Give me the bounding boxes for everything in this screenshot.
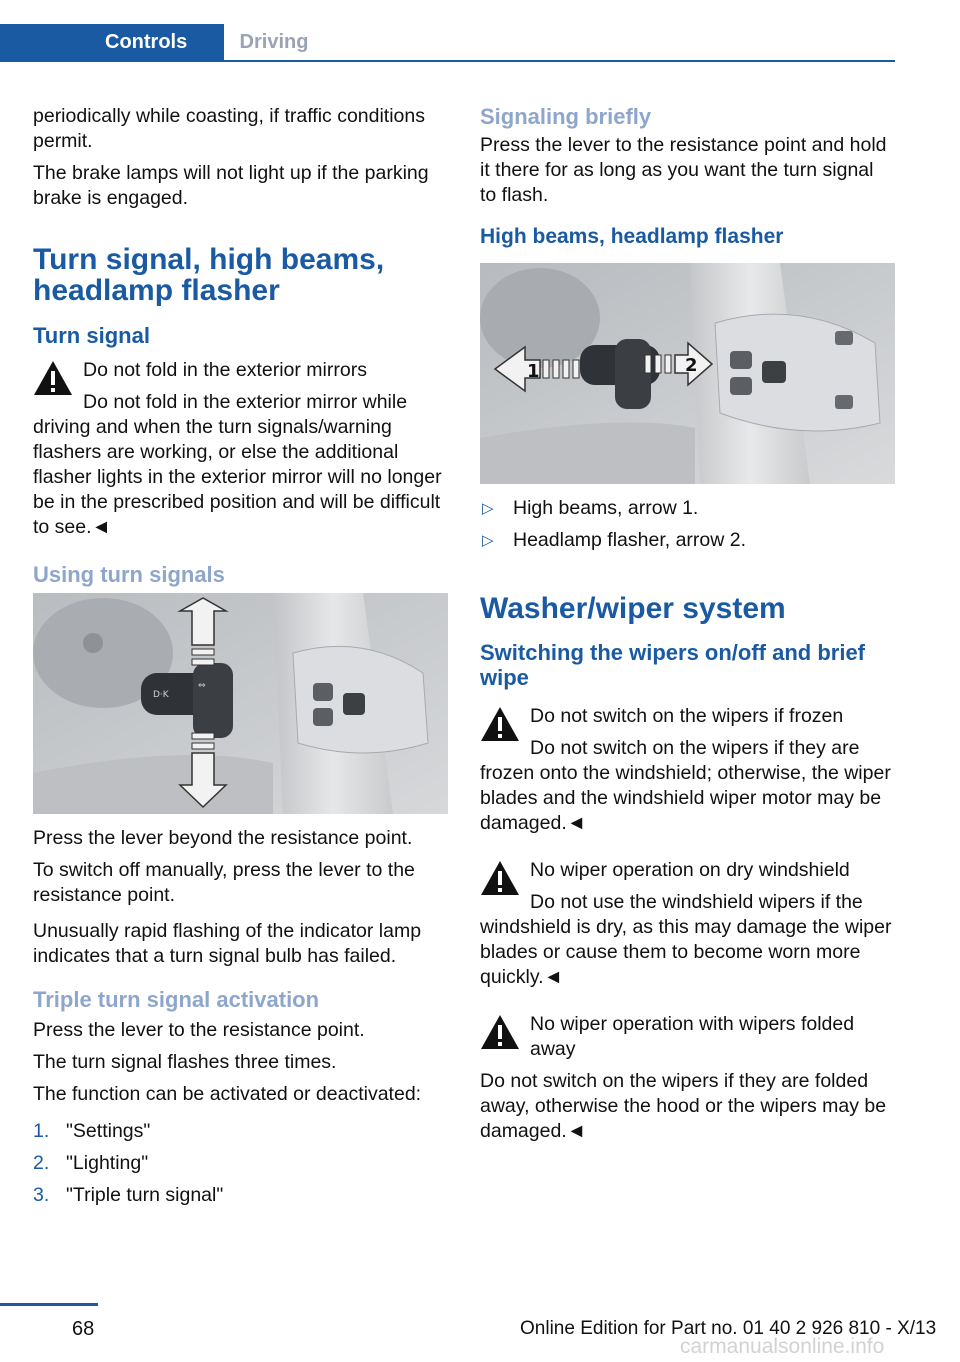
heading-signaling-briefly: Signaling briefly <box>480 104 652 129</box>
footer-rule <box>0 1303 98 1306</box>
tab-driving[interactable]: Driving <box>239 31 309 53</box>
heading-triple-turn-signal: Triple turn signal activation <box>33 987 320 1012</box>
heading-turn-signal: Turn signal <box>33 323 150 348</box>
warning-dry-title: No wiper operation on dry windshield <box>530 859 850 881</box>
warning-dry <box>480 858 895 990</box>
list-item: 3. "Triple turn signal" <box>33 1184 224 1206</box>
list-item: ▷ High beams, arrow 1. <box>482 497 699 519</box>
tab-controls[interactable]: Controls <box>0 24 224 60</box>
triple-paragraph-1: Press the lever to the resistance point. <box>33 1019 365 1041</box>
triple-paragraph-2: The turn signal flashes three times. <box>33 1051 337 1073</box>
heading-high-beams: High beams, headlamp flasher <box>480 225 784 248</box>
heading-switching-wipers: Switching the wipers on/off and brief wipe <box>480 640 866 690</box>
warning-triangle-icon <box>33 360 73 396</box>
svg-text:D·K: D·K <box>153 690 169 700</box>
list-item: 2. "Lighting" <box>33 1152 149 1174</box>
warning-triangle-icon <box>480 1014 520 1050</box>
using-paragraph-1: Press the lever beyond the resistance point. <box>33 827 413 849</box>
list-item: ▷ Headlamp flasher, arrow 2. <box>482 529 747 551</box>
intro-paragraph-2: The brake lamps will not light up if the parking brake is engaged. <box>33 162 429 209</box>
section-title-washer: Washer/wiper system <box>480 592 786 625</box>
right-column <box>480 104 895 1166</box>
arrow-1-label: 1 <box>527 361 540 382</box>
triple-paragraph-3: The function can be activated or deactivated: <box>33 1083 422 1105</box>
warning-folded <box>480 1012 895 1144</box>
page-number: 68 <box>72 1318 95 1340</box>
warning-frozen <box>480 704 895 836</box>
settings-steps <box>33 1119 448 1208</box>
warning-frozen-title: Do not switch on the wipers if frozen <box>530 705 844 727</box>
warning-mirrors-body: Do not fold in the exterior mirror while driving and when the turn signals/warning flashers are working, or else the additional flasher lights in the exterior mirror will no longer be in the prescribed position and will be difficult to see.◄ <box>33 391 442 538</box>
left-column <box>33 104 448 1216</box>
warning-dry-body: Do not use the windshield wipers if the windshield is dry, as this may damage the wiper blades or cause them to become worn more quickly.◄ <box>480 891 892 988</box>
warning-mirrors-title: Do not fold in the exterior mirrors <box>83 359 367 381</box>
warning-folded-title: No wiper operation with wipers folded away <box>530 1013 855 1060</box>
using-paragraph-3: Unusually rapid flashing of the indicator lamp indicates that a turn signal bulb has failed. <box>33 920 422 967</box>
arrow-2-label: 2 <box>685 355 698 376</box>
heading-using-turn-signals: Using turn signals <box>33 562 225 587</box>
edition-note: Online Edition for Part no. 01 40 2 926 810 - X/13 <box>520 1318 937 1339</box>
watermark: carmanualsonline.info <box>680 1335 885 1358</box>
using-paragraph-2: To switch off manually, press the lever to the resistance point. <box>33 859 415 906</box>
figure-turn-signal-lever <box>33 593 448 814</box>
section-title-turn-signal: Turn signal, high beams, headlamp flasher <box>33 243 385 307</box>
svg-text:⇔: ⇔ <box>198 681 206 691</box>
warning-frozen-body: Do not switch on the wipers if they are frozen onto the windshield; otherwise, the wiper blades and the windshield wiper motor may be damaged.◄ <box>480 737 891 834</box>
signaling-paragraph: Press the lever to the resistance point and hold it there for as long as you want the turn signal to flash. <box>480 134 887 206</box>
warning-triangle-icon <box>480 860 520 896</box>
list-item: 1. "Settings" <box>33 1120 151 1142</box>
figure-high-beams-lever <box>480 263 895 484</box>
warning-folded-body: Do not switch on the wipers if they are folded away, otherwise the hood or the wipers may be damaged.◄ <box>480 1070 887 1142</box>
warning-mirrors <box>33 358 448 540</box>
chapter-tabbar <box>0 24 895 62</box>
high-beams-list <box>480 496 895 553</box>
warning-triangle-icon <box>480 706 520 742</box>
intro-paragraph-1: periodically while coasting, if traffic conditions permit. <box>33 105 425 152</box>
